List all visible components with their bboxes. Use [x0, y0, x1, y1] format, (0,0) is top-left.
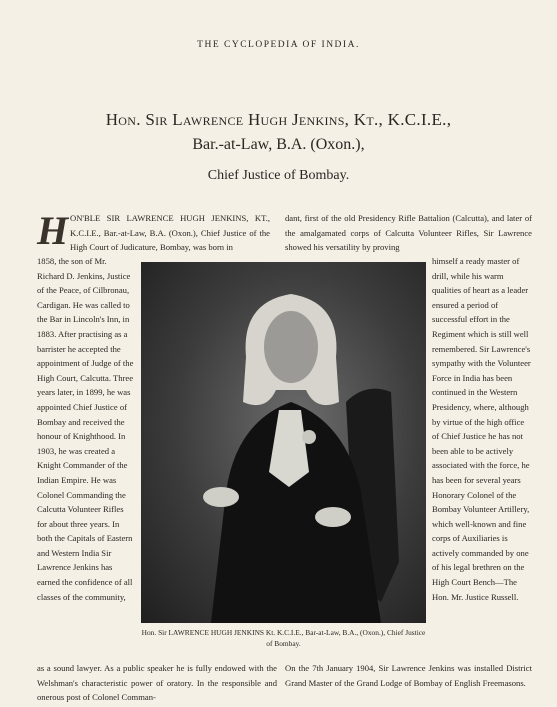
- article-left-column: 1858, the son of Mr. Richard D. Jenkins, Justice of the Peace, of Cilbronau, Cardigan. He was called to the Bar in Lincoln's Inn, in 1883. After practising as a barrister he accepted the appointment of Judge of the High Court, Calcutta. Three years later, in 1899, he was appointed Chief Justice of Bombay and received the honour of Knighthood. In 1903, he was created a Knight Commander of the Indian Empire. He was Colonel Commanding the Calcutta Volunteer Rifles for about three years. In both the Capitals of Eastern and Western India Sir Lawrence Jenkins has earned the confidence of all classes of the community,: [37, 256, 134, 602]
- article-right-top-text: dant, first of the old Presidency Rifle Battalion (Calcutta), and later of the amalgamated corps of Calcutta Volunteer Rifles, Sir Lawrence showed his versatility by proving: [285, 213, 532, 253]
- drop-cap: H: [37, 208, 69, 253]
- article-bottom-left-text: as a sound lawyer. As a public speaker he is fully endowed with the Welshman's characteristic power of oratory. In the responsible and onerous post of Colonel Comman-: [37, 663, 277, 703]
- portrait-photo: [141, 262, 426, 623]
- running-head: THE CYCLOPEDIA OF INDIA.: [197, 40, 360, 50]
- portrait-illustration: [141, 262, 426, 623]
- article-subtitle-degrees: Bar.-at-Law, B.A. (Oxon.),: [192, 136, 365, 153]
- article-right-column: himself a ready master of drill, while his warm qualities of heart as a leader ensured a period of successful effort in the Regiment which is still well remembered. Sir Lawrence's sympathy with the Volunteer Force in India has been continued in the Western Presidency, where, although by virtue of the high office of Chief Justice he has not been able to be actively associated with the force, he has been for several years Honorary Colonel of the Bombay Volunteer Artillery, which well-known and fine corps of Auxiliaries is actively commanded by one of his legal brethren on the High Court Bench—The Hon. Mr. Justice Russell.: [432, 256, 531, 602]
- article-opening-text: ON'BLE SIR LAWRENCE HUGH JENKINS, KT., K.C.I.E., Bar.-at-Law, B.A. (Oxon.), Chief Justice of the High Court of Judicature, Bombay, was born in: [70, 213, 270, 253]
- article-bottom-right-text: On the 7th January 1904, Sir Lawrence Jenkins was installed District Grand Master of the Grand Lodge of Bombay of English Freemasons.: [285, 663, 532, 688]
- article-subtitle-office: Chief Justice of Bombay.: [207, 168, 350, 183]
- article-title: Hon. Sir Lawrence Hugh Jenkins, Kt., K.C.I.E.,: [105, 110, 452, 129]
- portrait-caption: Hon. Sir LAWRENCE HUGH JENKINS Kt. K.C.I.E., Bar-at-Law, B.A., (Oxon.), Chief Justice of Bombay.: [141, 628, 426, 648]
